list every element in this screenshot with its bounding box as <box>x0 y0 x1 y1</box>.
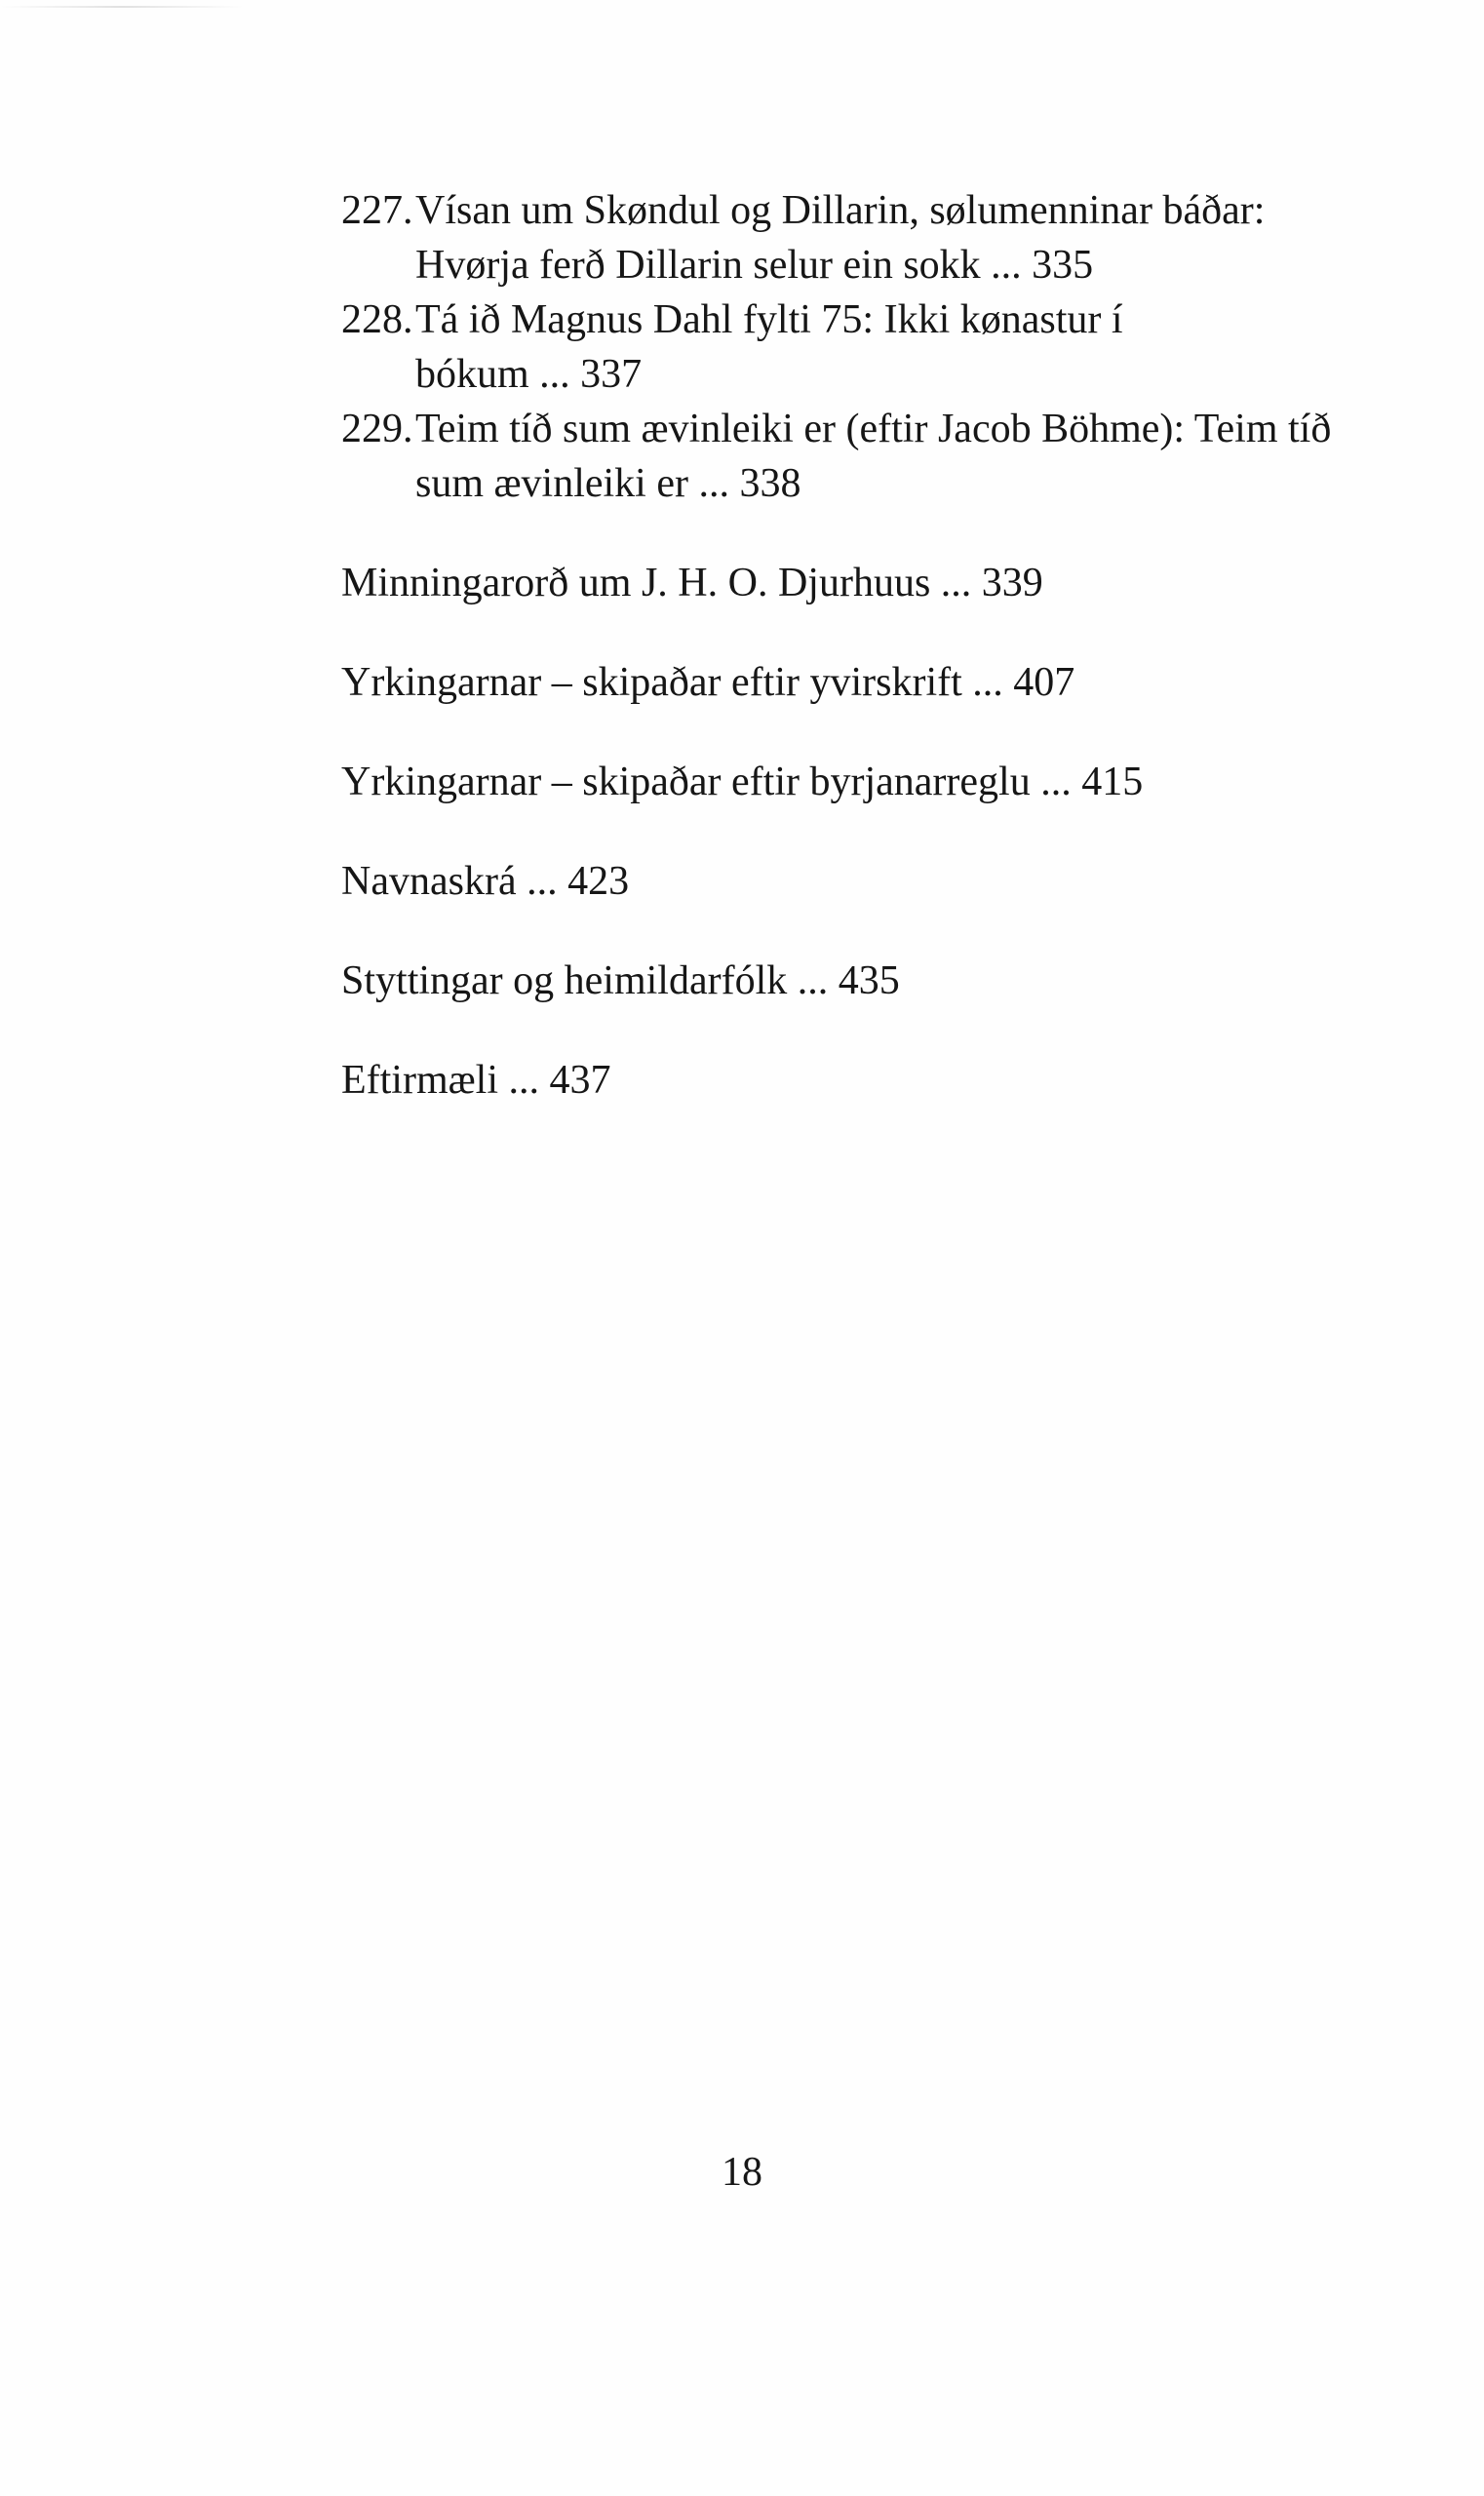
entry-title-line: Teim tíð sum ævinleiki er (eftir Jacob Böhme): Teim tíð <box>415 407 1332 451</box>
toc-section-eftirmaeli: Eftirmæli ... 437 <box>341 1058 611 1103</box>
scan-edge-mark <box>0 6 244 8</box>
table-of-contents <box>341 183 1375 1108</box>
spacer <box>341 1008 1375 1053</box>
toc-entry-228 <box>341 292 1375 402</box>
entry-number: 229. <box>341 407 413 451</box>
spacer <box>341 909 1375 954</box>
entry-continuation-line: sum ævinleiki er ... 338 <box>415 461 801 506</box>
toc-entry-229 <box>341 402 1375 511</box>
toc-entry-227 <box>341 183 1375 292</box>
entry-number: 228. <box>341 297 413 342</box>
spacer <box>341 809 1375 854</box>
entry-continuation-line: bókum ... 337 <box>415 352 643 397</box>
spacer <box>341 511 1375 556</box>
toc-section-navnaskra: Navnaskrá ... 423 <box>341 859 630 904</box>
toc-section-styttingar: Styttingar og heimildarfólk ... 435 <box>341 958 900 1003</box>
spacer <box>341 610 1375 655</box>
entry-number: 227. <box>341 188 413 233</box>
entry-continuation-line: Hvørja ferð Dillarin selur ein sokk ... 335 <box>415 243 1094 288</box>
toc-section-minningarord: Minningarorð um J. H. O. Djurhuus ... 339 <box>341 561 1043 605</box>
spacer <box>341 710 1375 755</box>
toc-section-yrkingarnar-byrjanarreglu: Yrkingarnar – skipaðar eftir byrjanarreglu ... 415 <box>341 760 1144 804</box>
entry-title-line: Vísan um Skøndul og Dillarin, sølumenninar báðar: <box>415 188 1266 233</box>
entry-title-line: Tá ið Magnus Dahl fylti 75: Ikki kønastur í <box>415 297 1123 342</box>
toc-section-yrkingarnar-yvirskrift: Yrkingarnar – skipaðar eftir yvirskrift ... 407 <box>341 660 1075 705</box>
page-number: 18 <box>722 2150 762 2195</box>
